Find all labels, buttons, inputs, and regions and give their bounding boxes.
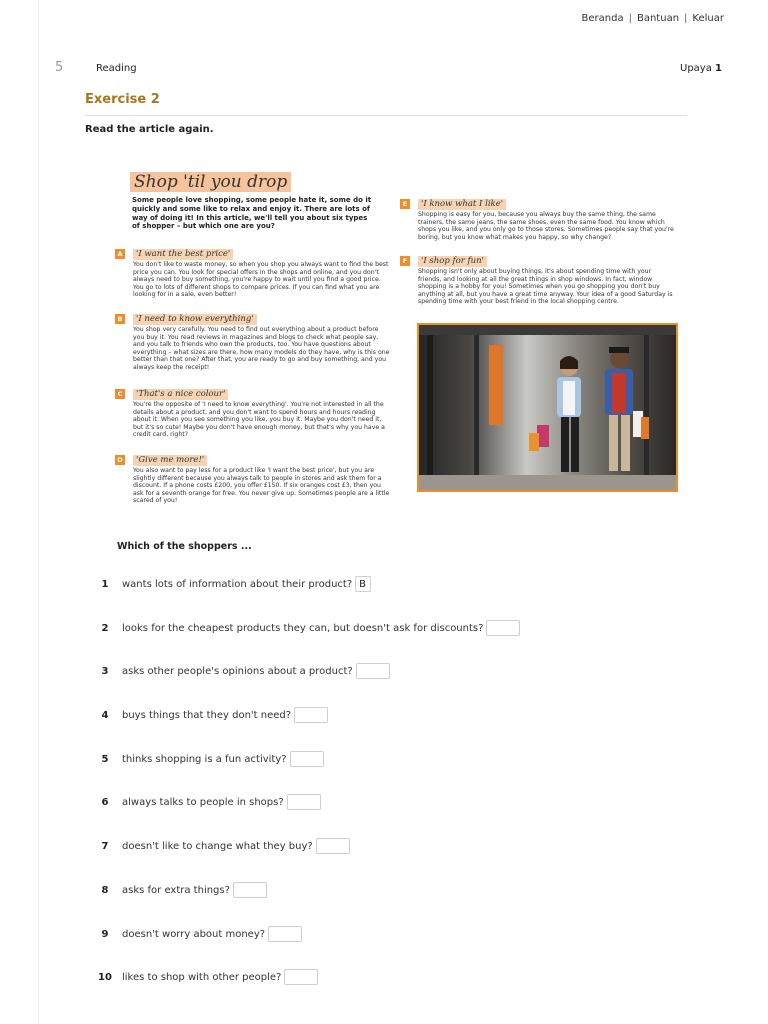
question-text: likes to shop with other people?: [122, 971, 282, 983]
question-9: [96, 925, 302, 943]
question-text: looks for the cheapest products they can, but doesn't ask for discounts?: [122, 622, 484, 634]
question-number: 6: [101, 796, 109, 808]
section-letter: C: [115, 389, 125, 399]
nav-link-beranda[interactable]: Beranda: [581, 13, 624, 24]
section-title: Reading: [96, 63, 137, 74]
answer-box[interactable]: [233, 882, 267, 898]
question-4: [96, 706, 328, 724]
article-image: [115, 168, 685, 523]
section-body: You also want to pay less for a product like 'I want the best price', but you are slightly different because you always talk to people in stores and ask them for a discount. If a phone costs £200, you offer £150. If six oranges cost £3, then you ask for a seventh orange for free. You never give up. Sometimes people are a little scared of you!: [133, 467, 390, 505]
shoppers-illustration: [419, 325, 676, 490]
nav-separator: |: [628, 13, 632, 24]
question-5: [96, 750, 324, 768]
answer-box[interactable]: [287, 794, 321, 810]
exercise-instruction: Read the article again.: [85, 124, 214, 135]
article-section-f: [400, 255, 675, 306]
section-body: Shopping isn't only about buying things, it's about spending time with your friends, and looking at all the great things in shop windows. In fact, window shopping is a hobby for you! Sometimes when you go shopping you don't buy anything at all, but you have a great time anyway. Your idea of a good Saturday is spending time with your best friend in the local shopping centre.: [418, 268, 673, 306]
left-divider: [38, 0, 39, 1024]
question-number: 1: [101, 578, 109, 590]
question-number: 5: [101, 753, 109, 765]
section-quote: 'I know what I like': [418, 199, 506, 210]
section-body: You shop very carefully. You need to find out everything about a product before you buy it. You read reviews in magazines and blogs to check what people say, and you talk to friends who own the products, too. You have questions about everything – what sizes are there, how many models do they have, why is this one better than that one? After that, you are ready to go and buy something, and you always keep the receipt!: [133, 326, 390, 371]
question-10: [96, 968, 318, 986]
section-body: Shopping is easy for you, because you always buy the same thing, the same trainers, the same jeans, the same shoes, even the same food. You know which shops you like, and you only go to those stores. Sometimes people say that you're boring, but you know what makes you happy, so why change?: [418, 211, 674, 241]
question-text: asks for extra things?: [122, 884, 230, 896]
section-letter: A: [115, 249, 125, 259]
question-text: thinks shopping is a fun activity?: [122, 753, 287, 765]
section-quote: 'That's a nice colour': [133, 389, 228, 400]
shoppers-photo: [417, 323, 678, 492]
question-number: 8: [101, 884, 109, 896]
question-text: wants lots of information about their product?: [122, 578, 353, 590]
answer-box[interactable]: [294, 707, 328, 723]
section-quote: 'I need to know everything': [133, 314, 257, 325]
answer-box[interactable]: [356, 663, 390, 679]
section-letter: B: [115, 314, 125, 324]
question-text: buys things that they don't need?: [122, 709, 292, 721]
divider: [85, 115, 687, 116]
question-2: [96, 619, 520, 637]
question-1: [96, 575, 371, 593]
answer-box[interactable]: [268, 926, 302, 942]
page-number: 5: [55, 60, 64, 75]
section-body: You're the opposite of 'I need to know everything'. You're not interested in all the details about a product, and you don't want to spend hours and hours reading about it. When you see something you like, you buy it. Maybe you don't need it, but it's so cute! Maybe you don't have enough money, but that's why you have a credit card, right?: [133, 401, 385, 439]
question-text: doesn't worry about money?: [122, 928, 266, 940]
question-8: [96, 881, 267, 899]
section-letter: D: [115, 455, 125, 465]
section-body: You don't like to waste money, so when you shop you always want to find the best price you can. You look for special offers in the shops and online, and you don't always need to buy something, you're happy to wait until you find a good price. You go to lots of different shops to compare prices. If you can find what you are looking for in a sale, even better!: [133, 261, 389, 299]
answer-box[interactable]: B: [355, 576, 371, 592]
question-number: 9: [101, 928, 109, 940]
question-text: asks other people's opinions about a product?: [122, 665, 353, 677]
question-number: 10: [98, 971, 112, 983]
question-lead: Which of the shoppers ...: [117, 541, 252, 552]
question-number: 7: [101, 840, 109, 852]
article-section-d: [115, 454, 390, 505]
section-quote: 'I want the best price': [133, 249, 233, 260]
nav-link-bantuan[interactable]: Bantuan: [636, 13, 680, 24]
nav-link-keluar[interactable]: Keluar: [692, 13, 724, 24]
answer-box[interactable]: [284, 969, 318, 985]
article-intro: Some people love shopping, some people hate it, some do it quickly and some like to relax and enjoy it. There are lots of way of doing it! In this article, we'll tell you about six types of shopper – but which one are you?: [132, 196, 372, 231]
article-section-e: [400, 198, 675, 241]
attempt-indicator: [680, 63, 722, 74]
question-3: [96, 662, 390, 680]
question-number: 2: [101, 622, 109, 634]
nav-separator: |: [684, 13, 688, 24]
article-section-a: [115, 248, 390, 299]
question-7: [96, 837, 350, 855]
exercise-title: Exercise 2: [85, 92, 160, 107]
section-quote: 'I shop for fun': [418, 256, 487, 267]
question-6: [96, 793, 321, 811]
question-number: 4: [101, 709, 109, 721]
question-text: doesn't like to change what they buy?: [122, 840, 313, 852]
section-quote: 'Give me more!': [133, 455, 207, 466]
article-section-b: [115, 313, 390, 372]
article-section-c: [115, 388, 390, 439]
article-title: Shop 'til you drop: [130, 172, 291, 192]
attempt-label: Upaya: [680, 63, 712, 74]
question-number: 3: [101, 665, 109, 677]
answer-box[interactable]: [486, 620, 520, 636]
section-letter: E: [400, 199, 410, 209]
attempt-value: 1: [715, 63, 722, 74]
answer-box[interactable]: [316, 838, 350, 854]
question-text: always talks to people in shops?: [122, 796, 284, 808]
answer-box[interactable]: [290, 751, 324, 767]
top-nav: [582, 13, 724, 24]
section-letter: F: [400, 256, 410, 266]
